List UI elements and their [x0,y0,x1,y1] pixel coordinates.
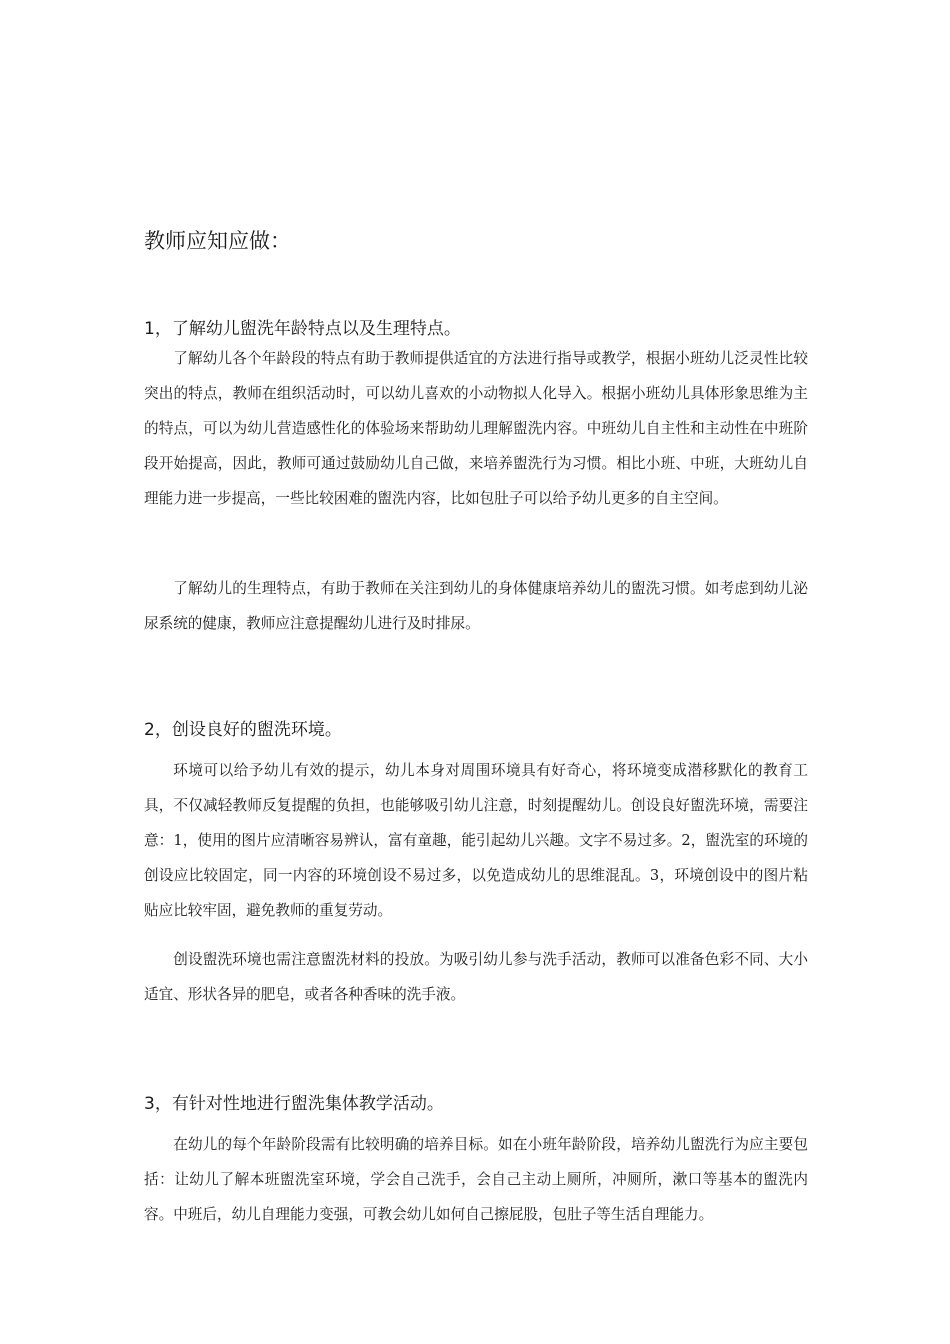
section-heading-3: 3，有针对性地进行盥洗集体教学活动。 [144,1094,444,1114]
section-1-paragraph-1: 了解幼儿各个年龄段的特点有助于教师提供适宜的方法进行指导或教学，根据小班幼儿泛灵性比较突出的特点，教师在组织活动时，可以幼儿喜欢的小动物拟人化导入。根据小班幼儿具体形象思维为主的特点，可以为幼儿营造感性化的体验场来帮助幼儿理解盥洗内容。中班幼儿自主性和主动性在中班阶段开始提高，因此，教师可通过鼓励幼儿自己做，来培养盥洗行为习惯。相比小班、中班，大班幼儿自理能力进一步提高，一些比较困难的盥洗内容，比如包肚子可以给予幼儿更多的自主空间。 [144,350,808,507]
section-3-paragraph-1: 在幼儿的每个年龄阶段需有比较明确的培养目标。如在小班年龄阶段，培养幼儿盥洗行为应主要包括：让幼儿了解本班盥洗室环境，学会自己洗手，会自己主动上厕所，冲厕所，漱口等基本的盥洗内容。中班后，幼儿自理能力变强，可教会幼儿如何自己擦屁股，包肚子等生活自理能力。 [144,1136,808,1223]
section-2-paragraph-1: 环境可以给予幼儿有效的提示，幼儿本身对周围环境具有好奇心，将环境变成潜移默化的教育工具，不仅减轻教师反复提醒的负担，也能够吸引幼儿注意，时刻提醒幼儿。创设良好盥洗环境，需要注意：1，使用的图片应清晰容易辨认，富有童趣，能引起幼儿兴趣。文字不易过多。2，盥洗室的环境的创设应比较固定，同一内容的环境创设不易过多，以免造成幼儿的思维混乱。3，环境创设中的图片粘贴应比较牢固，避免教师的重复劳动。 [144,762,808,919]
section-2-paragraph-2: 创设盥洗环境也需注意盥洗材料的投放。为吸引幼儿参与洗手活动，教师可以准备色彩不同、大小适宜、形状各异的肥皂，或者各种香味的洗手液。 [144,951,808,1003]
section-heading-2: 2，创设良好的盥洗环境。 [144,720,342,740]
section-1-paragraph-2: 了解幼儿的生理特点，有助于教师在关注到幼儿的身体健康培养幼儿的盥洗习惯。如考虑到幼儿泌尿系统的健康，教师应注意提醒幼儿进行及时排尿。 [144,580,808,632]
document-title: 教师应知应做： [144,229,291,253]
section-heading-1: 1，了解幼儿盥洗年龄特点以及生理特点。 [144,319,461,339]
